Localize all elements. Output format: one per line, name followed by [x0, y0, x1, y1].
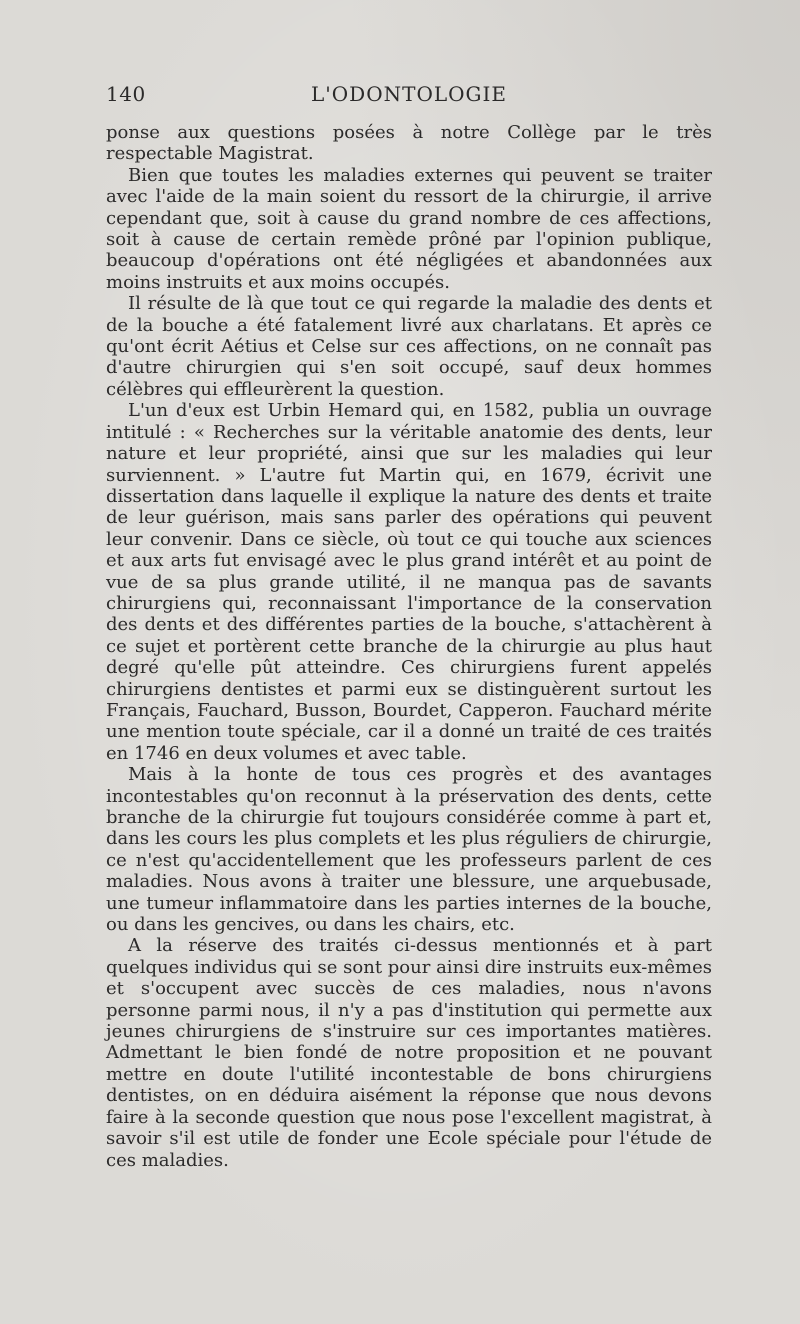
paragraph: Mais à la honte de tous ces progrès et des avantages incontestables qu'on reconnut à la préservation des dents, cette branche de la chirurgie fut toujours considérée comme à part et, dans les cours les plus complets et les plus réguliers de chirurgie, ce n'est qu'accidentellement que les professeurs parlent de ces maladies. Nous avons à traiter une blessure, une arquebusade, une tumeur inflammatoire dans les parties internes de la bouche, ou dans les gencives, ou dans les chairs, etc.: [106, 764, 712, 936]
paragraph: L'un d'eux est Urbin Hemard qui, en 1582, publia un ouvrage intitulé : « Recherches sur la véritable anatomie des dents, leur nature et leur propriété, ainsi que sur les maladies qui leur surviennent. » L'autre fut Martin qui, en 1679, écrivit une dissertation dans laquelle il explique la nature des dents et traite de leur guérison, mais sans parler des opérations qui peuvent leur convenir. Dans ce siècle, où tout ce qui touche aux sciences et aux arts fut envisagé avec le plus grand intérêt et au point de vue de sa plus grande utilité, il ne manqua pas de savants chirurgiens qui, reconnaissant l'importance de la conservation des dents et des différentes parties de la bouche, s'attachèrent à ce sujet et portèrent cette branche de la chirurgie au plus haut degré qu'elle pût atteindre. Ces chirurgiens furent appelés chirurgiens dentistes et parmi eux se distinguèrent surtout les Français, Fauchard, Busson, Bourdet, Capperon. Fauchard mérite une mention toute spéciale, car il a donné un traité de ces traités en 1746 en deux volumes et avec table.: [106, 400, 712, 764]
paragraph: Il résulte de là que tout ce qui regarde la maladie des dents et de la bouche a été fatalement livré aux charlatans. Et après ce qu'ont écrit Aétius et Celse sur ces affections, on ne connaît pas d'autre chirurgien qui s'en soit occupé, sauf deux hommes célèbres qui effleurèrent la question.: [106, 293, 712, 400]
page-number: 140: [106, 82, 146, 106]
paragraph: A la réserve des traités ci-dessus mentionnés et à part quelques individus qui se sont pour ainsi dire instruits eux-mêmes et s'occupent avec succès de ces maladies, nous n'avons personne parmi nous, il n'y a pas d'institution qui permette aux jeunes chirurgiens de s'instruire sur ces importantes matières. Admettant le bien fondé de notre proposition et ne pouvant mettre en doute l'utilité incontestable de bons chirurgiens dentistes, on en déduira aisément la réponse que nous devons faire à la seconde question que nous pose l'excellent magistrat, à savoir s'il est utile de fonder une Ecole spéciale pour l'étude de ces maladies.: [106, 935, 712, 1171]
paragraph-continued: ponse aux questions posées à notre Collège par le très respectable Magistrat.: [106, 122, 712, 165]
journal-title: L'ODONTOLOGIE: [311, 82, 507, 106]
body-text: [106, 122, 712, 1171]
paragraph: Bien que toutes les maladies externes qui peuvent se traiter avec l'aide de la main soient du ressort de la chirurgie, il arrive cependant que, soit à cause du grand nombre de ces affections, soit à cause de certain remède prôné par l'opinion publique, beaucoup d'opérations ont été négligées et abandonnées aux moins instruits et aux moins occupés.: [106, 164, 712, 293]
running-head: [106, 82, 712, 122]
book-page: [106, 82, 712, 1171]
